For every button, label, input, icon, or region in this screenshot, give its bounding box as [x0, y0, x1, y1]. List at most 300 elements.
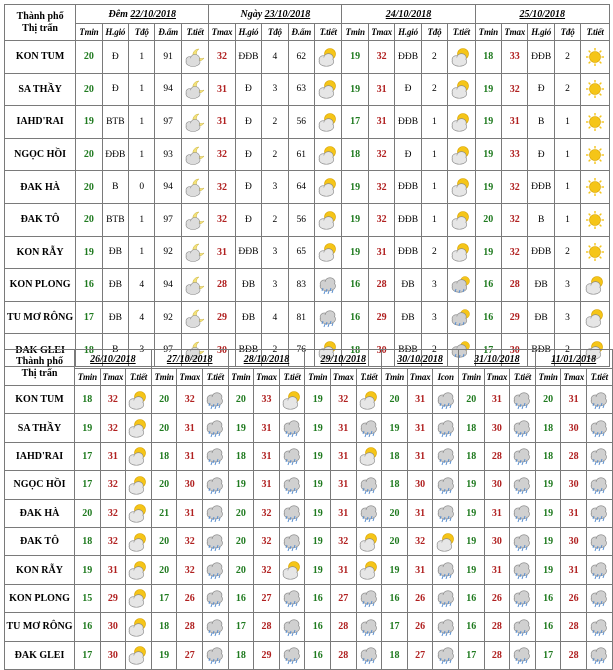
value-cell: 3	[554, 269, 580, 302]
tmin-value: 19	[75, 414, 101, 442]
city-name: KON TUM	[5, 41, 76, 74]
weather-cell	[448, 73, 475, 106]
date-label: 28/10/2018	[243, 353, 290, 365]
value-cell: Đ	[235, 73, 261, 106]
weather-cell	[433, 527, 459, 555]
weather-cell	[279, 386, 305, 414]
weather-cell	[181, 236, 208, 269]
value-cell: 3	[421, 269, 447, 302]
value-cell: 3	[129, 334, 155, 367]
cloud-moon-icon	[184, 177, 206, 197]
value-cell: Đ	[235, 171, 261, 204]
date-label: 31/10/2018	[474, 353, 520, 365]
weather-cell	[433, 499, 459, 527]
value-cell: 91	[155, 41, 181, 74]
tmax-value: 32	[254, 499, 280, 527]
tmax-value: 26	[177, 584, 203, 612]
value-cell: ĐĐB	[235, 41, 261, 74]
value-cell: ĐĐB	[102, 138, 128, 171]
column-header: Tmax	[368, 24, 394, 41]
tmin-value: 18	[475, 41, 501, 74]
tmin-value: 18	[535, 442, 561, 470]
table-row	[5, 236, 610, 269]
value-cell: 1	[421, 106, 447, 139]
date-label: 27/10/2018	[166, 353, 213, 365]
value-cell: Đ	[395, 138, 421, 171]
tmax-value: 33	[254, 386, 280, 414]
tmin-value: 18	[382, 442, 408, 470]
value-cell: 83	[288, 269, 314, 302]
tmin-value: 19	[475, 171, 501, 204]
value-cell: 1	[421, 138, 447, 171]
tmin-value: 16	[458, 613, 484, 641]
weather-cell	[356, 499, 382, 527]
tmin-value: 16	[305, 613, 331, 641]
city-header	[5, 5, 76, 41]
tmax-value: 31	[368, 106, 394, 139]
weather-cell	[586, 471, 612, 499]
tmin-value: 17	[151, 584, 177, 612]
sun-cloud-icon	[127, 475, 149, 495]
tmin-value: 20	[382, 527, 408, 555]
tmax-value: 30	[484, 527, 510, 555]
date-header	[382, 350, 459, 369]
value-cell: 62	[288, 41, 314, 74]
weather-cell	[279, 442, 305, 470]
value-cell: 94	[155, 171, 181, 204]
column-header: Tmax	[330, 369, 356, 386]
cloud-rain-icon	[588, 503, 610, 523]
value-cell: 2	[421, 41, 447, 74]
column-header: Tmax	[209, 24, 235, 41]
tmin-value: 19	[535, 556, 561, 584]
sun-cloud-icon	[317, 47, 339, 67]
weather-cell	[314, 73, 341, 106]
tmax-value: 31	[407, 442, 433, 470]
tmax-value: 31	[177, 442, 203, 470]
sun-cloud-icon	[317, 210, 339, 230]
value-cell: 1	[554, 106, 580, 139]
sun-cloud-icon	[358, 446, 380, 466]
sun-cloud-icon	[281, 390, 303, 410]
cloud-rain-icon	[281, 418, 303, 438]
weather-cell	[448, 41, 475, 74]
weather-cell	[586, 613, 612, 641]
tmax-value: 32	[100, 471, 126, 499]
cloud-rain-icon	[281, 617, 303, 637]
cloud-rain-icon	[204, 588, 226, 608]
tmin-value: 16	[535, 613, 561, 641]
cloud-rain-icon	[588, 532, 610, 552]
value-cell: ĐĐB	[395, 106, 421, 139]
cloud-moon-icon	[184, 145, 206, 165]
cloud-rain-icon	[435, 475, 457, 495]
weather-cell	[202, 414, 228, 442]
corner-line-2: Thị trấn	[22, 22, 58, 34]
city-name: KON RẪY	[5, 556, 75, 584]
value-cell: ĐĐB	[235, 236, 261, 269]
weather-cell	[581, 138, 610, 171]
value-cell: 76	[288, 334, 314, 367]
column-header: T.tiết	[202, 369, 228, 386]
value-cell: ĐĐB	[395, 171, 421, 204]
city-name: ĐAK TÔ	[5, 203, 76, 236]
weather-cell	[314, 138, 341, 171]
tmin-value: 16	[475, 269, 501, 302]
weather-cell	[126, 414, 152, 442]
date-label: 30/10/2018	[397, 353, 443, 365]
column-header: Tmin	[305, 369, 331, 386]
value-cell: ĐB	[528, 269, 554, 302]
tmax-value: 31	[368, 73, 394, 106]
tmax-value: 31	[209, 73, 235, 106]
column-header: Tmin	[76, 24, 102, 41]
cloud-rain-icon	[435, 617, 457, 637]
tmin-value: 16	[305, 584, 331, 612]
table-row	[5, 203, 610, 236]
value-cell: ĐB	[395, 301, 421, 334]
weather-cell	[510, 556, 536, 584]
city-name: ĐAK HÀ	[5, 499, 75, 527]
weather-cell	[586, 584, 612, 612]
value-cell: 0	[129, 171, 155, 204]
city-name: TU MƠ RÔNG	[5, 613, 75, 641]
tmin-value: 17	[535, 641, 561, 669]
tmin-value: 20	[151, 414, 177, 442]
tmin-value: 17	[76, 301, 102, 334]
cloud-rain-icon	[511, 446, 533, 466]
tmax-value: 27	[407, 641, 433, 669]
value-cell: ĐB	[235, 269, 261, 302]
tmax-value: 30	[484, 471, 510, 499]
sun-cloud-icon	[127, 560, 149, 580]
value-cell: Đ	[528, 73, 554, 106]
city-name: SA THẦY	[5, 73, 76, 106]
value-cell: BTB	[102, 203, 128, 236]
weather-cell	[586, 527, 612, 555]
tmax-value: 29	[368, 301, 394, 334]
tmin-value: 16	[475, 301, 501, 334]
weather-cell	[279, 641, 305, 669]
weather-cell	[279, 499, 305, 527]
value-cell: 2	[554, 334, 580, 367]
weather-cell	[510, 527, 536, 555]
corner-line-1: Thành phố	[16, 355, 63, 367]
column-header: Tmax	[100, 369, 126, 386]
city-name: KON RẪY	[5, 236, 76, 269]
cloud-rain-icon	[204, 617, 226, 637]
tmax-value: 28	[177, 613, 203, 641]
tmin-value: 18	[342, 138, 368, 171]
tmin-value: 17	[75, 641, 101, 669]
weather-cell	[181, 269, 208, 302]
tmax-value: 30	[484, 414, 510, 442]
tmax-value: 32	[368, 203, 394, 236]
value-cell: Đ	[235, 106, 261, 139]
tmin-value: 16	[228, 584, 254, 612]
city-name: NGỌC HỒI	[5, 138, 76, 171]
weather-cell	[581, 171, 610, 204]
city-name: TU MƠ RÔNG	[5, 301, 76, 334]
corner-line-2: Thị trấn	[21, 367, 58, 379]
cloud-rain-icon	[511, 475, 533, 495]
value-cell: Đ	[528, 138, 554, 171]
tmax-value: 28	[484, 641, 510, 669]
tmin-value: 17	[342, 106, 368, 139]
sun-rain-icon	[450, 275, 472, 295]
weather-cell	[433, 442, 459, 470]
weather-cell	[356, 527, 382, 555]
value-cell: B	[528, 203, 554, 236]
value-cell: 64	[288, 171, 314, 204]
tmin-value: 16	[76, 269, 102, 302]
tmax-value: 31	[561, 556, 587, 584]
column-header: Tmax	[561, 369, 587, 386]
weather-cell	[586, 386, 612, 414]
tmax-value: 26	[407, 613, 433, 641]
value-cell: 97	[155, 106, 181, 139]
value-cell: B	[528, 106, 554, 139]
weather-cell	[181, 301, 208, 334]
date-label: 26/10/2018	[90, 353, 136, 365]
tmax-value: 32	[100, 499, 126, 527]
cloud-rain-icon	[435, 645, 457, 665]
tmax-value: 30	[100, 613, 126, 641]
tmax-value: 31	[407, 386, 433, 414]
value-cell: 1	[129, 236, 155, 269]
tmin-value: 19	[305, 556, 331, 584]
column-header: T.tiết	[356, 369, 382, 386]
value-cell: 56	[288, 106, 314, 139]
column-header: Tđộ	[554, 24, 580, 41]
weather-cell	[126, 556, 152, 584]
weather-cell	[448, 301, 475, 334]
tmin-value: 20	[76, 73, 102, 106]
tmin-value: 19	[458, 499, 484, 527]
tmax-value: 30	[177, 471, 203, 499]
column-header: Tmin	[458, 369, 484, 386]
tmin-value: 20	[76, 171, 102, 204]
value-cell: 97	[155, 334, 181, 367]
weather-cell	[510, 613, 536, 641]
tmin-value: 20	[151, 556, 177, 584]
sun-cloud-icon	[358, 532, 380, 552]
tmax-value: 31	[330, 499, 356, 527]
sun-cloud-icon	[358, 560, 380, 580]
weather-cell	[202, 527, 228, 555]
cloud-rain-icon	[435, 390, 457, 410]
sun-cloud-icon	[281, 560, 303, 580]
tmax-value: 28	[561, 641, 587, 669]
weather-cell	[356, 386, 382, 414]
tmax-value: 31	[330, 442, 356, 470]
cloud-rain-icon	[511, 588, 533, 608]
tmin-value: 20	[475, 203, 501, 236]
value-cell: 61	[288, 138, 314, 171]
sun-cloud-icon	[358, 390, 380, 410]
tmax-value: 32	[368, 138, 394, 171]
table-row	[5, 471, 613, 499]
column-header: Tmin	[382, 369, 408, 386]
column-header: Icon	[433, 369, 459, 386]
weather-cell	[448, 106, 475, 139]
cloud-rain-icon	[588, 475, 610, 495]
tmax-value: 32	[502, 73, 528, 106]
value-cell: BĐB	[235, 334, 261, 367]
value-cell: B	[102, 171, 128, 204]
city-header	[5, 350, 75, 386]
tmax-value: 32	[209, 171, 235, 204]
tmax-value: 31	[100, 556, 126, 584]
weather-cell	[181, 41, 208, 74]
weather-cell	[314, 41, 341, 74]
tmin-value: 19	[458, 471, 484, 499]
value-cell: 1	[129, 106, 155, 139]
tmax-value: 30	[368, 334, 394, 367]
tmin-value: 16	[342, 269, 368, 302]
cloud-rain-icon	[588, 390, 610, 410]
weather-cell	[202, 584, 228, 612]
column-header: Đ.ẩm	[288, 24, 314, 41]
weather-cell	[126, 471, 152, 499]
value-cell: ĐB	[102, 269, 128, 302]
tmin-value: 18	[228, 442, 254, 470]
value-cell: 2	[262, 334, 288, 367]
date-header	[458, 350, 535, 369]
weather-cell	[314, 269, 341, 302]
weather-cell	[510, 641, 536, 669]
tmax-value: 30	[209, 334, 235, 367]
weather-cell	[202, 386, 228, 414]
tmax-value: 27	[254, 584, 280, 612]
column-header: T.tiết	[181, 24, 208, 41]
forecast-table-top	[4, 4, 610, 367]
column-header: T.tiết	[586, 369, 612, 386]
cloud-moon-icon	[184, 275, 206, 295]
tmin-value: 21	[151, 499, 177, 527]
cloud-rain-icon	[588, 560, 610, 580]
tmax-value: 28	[254, 613, 280, 641]
tmin-value: 16	[458, 584, 484, 612]
weather-cell	[448, 138, 475, 171]
table-row	[5, 301, 610, 334]
tmax-value: 33	[502, 138, 528, 171]
city-name: KON TUM	[5, 386, 75, 414]
weather-cell	[202, 556, 228, 584]
tmax-value: 31	[368, 236, 394, 269]
tmin-value: 19	[535, 499, 561, 527]
weather-cell	[586, 641, 612, 669]
tmax-value: 32	[209, 203, 235, 236]
forecast-table-bottom	[4, 349, 613, 670]
tmax-value: 32	[100, 386, 126, 414]
tmax-value: 31	[254, 471, 280, 499]
weather-cell	[202, 641, 228, 669]
weather-cell	[356, 442, 382, 470]
cloud-moon-icon	[184, 308, 206, 328]
value-cell: 1	[554, 138, 580, 171]
tmin-value: 19	[228, 471, 254, 499]
weather-cell	[510, 442, 536, 470]
tmax-value: 31	[407, 499, 433, 527]
value-cell: 94	[155, 73, 181, 106]
cloud-rain-icon	[204, 645, 226, 665]
tmin-value: 17	[228, 613, 254, 641]
tmin-value: 18	[76, 334, 102, 367]
cloud-rain-icon	[435, 560, 457, 580]
cloud-rain-icon	[204, 475, 226, 495]
column-header: Tmin	[75, 369, 101, 386]
value-cell: 3	[262, 269, 288, 302]
cloud-rain-icon	[204, 418, 226, 438]
value-cell: 3	[262, 171, 288, 204]
column-header: Tmin	[151, 369, 177, 386]
value-cell: 2	[262, 138, 288, 171]
value-cell: 93	[155, 138, 181, 171]
sun-cloud-icon	[450, 210, 472, 230]
value-cell: 2	[421, 334, 447, 367]
date-header	[535, 350, 612, 369]
city-name: ĐAK TÔ	[5, 527, 75, 555]
tmin-value: 20	[458, 386, 484, 414]
value-cell: 2	[554, 41, 580, 74]
value-cell: 1	[421, 171, 447, 204]
value-cell: 97	[155, 203, 181, 236]
tmax-value: 31	[484, 386, 510, 414]
tmax-value: 28	[484, 613, 510, 641]
weather-cell	[181, 138, 208, 171]
sun-cloud-icon	[584, 275, 606, 295]
tmin-value: 19	[305, 499, 331, 527]
value-cell: 2	[262, 203, 288, 236]
sun-cloud-icon	[435, 532, 457, 552]
tmax-value: 30	[100, 641, 126, 669]
tmax-value: 32	[209, 41, 235, 74]
tmin-value: 19	[228, 414, 254, 442]
tmin-value: 16	[535, 584, 561, 612]
weather-cell	[448, 236, 475, 269]
tmin-value: 19	[76, 106, 102, 139]
table-row	[5, 138, 610, 171]
tmin-value: 17	[75, 471, 101, 499]
weather-cell	[510, 584, 536, 612]
tmin-value: 19	[342, 203, 368, 236]
tmax-value: 32	[368, 171, 394, 204]
sun-cloud-icon	[317, 145, 339, 165]
weather-cell	[433, 471, 459, 499]
cloud-rain-icon	[358, 645, 380, 665]
tmax-value: 32	[254, 556, 280, 584]
cloud-rain-icon	[511, 560, 533, 580]
sun-icon	[584, 210, 606, 230]
date-label: 24/10/2018	[385, 8, 432, 20]
value-cell: BĐB	[528, 334, 554, 367]
weather-cell	[581, 41, 610, 74]
weather-cell	[356, 556, 382, 584]
weather-cell	[581, 301, 610, 334]
table-row	[5, 171, 610, 204]
tmax-value: 30	[561, 471, 587, 499]
weather-cell	[448, 203, 475, 236]
date-label: 25/10/2018	[519, 8, 566, 20]
tmax-value: 28	[502, 269, 528, 302]
weather-cell	[433, 641, 459, 669]
column-header: T.tiết	[126, 369, 152, 386]
table-row	[5, 73, 610, 106]
sun-cloud-icon	[317, 79, 339, 99]
weather-cell	[126, 499, 152, 527]
value-cell: ĐĐB	[395, 203, 421, 236]
